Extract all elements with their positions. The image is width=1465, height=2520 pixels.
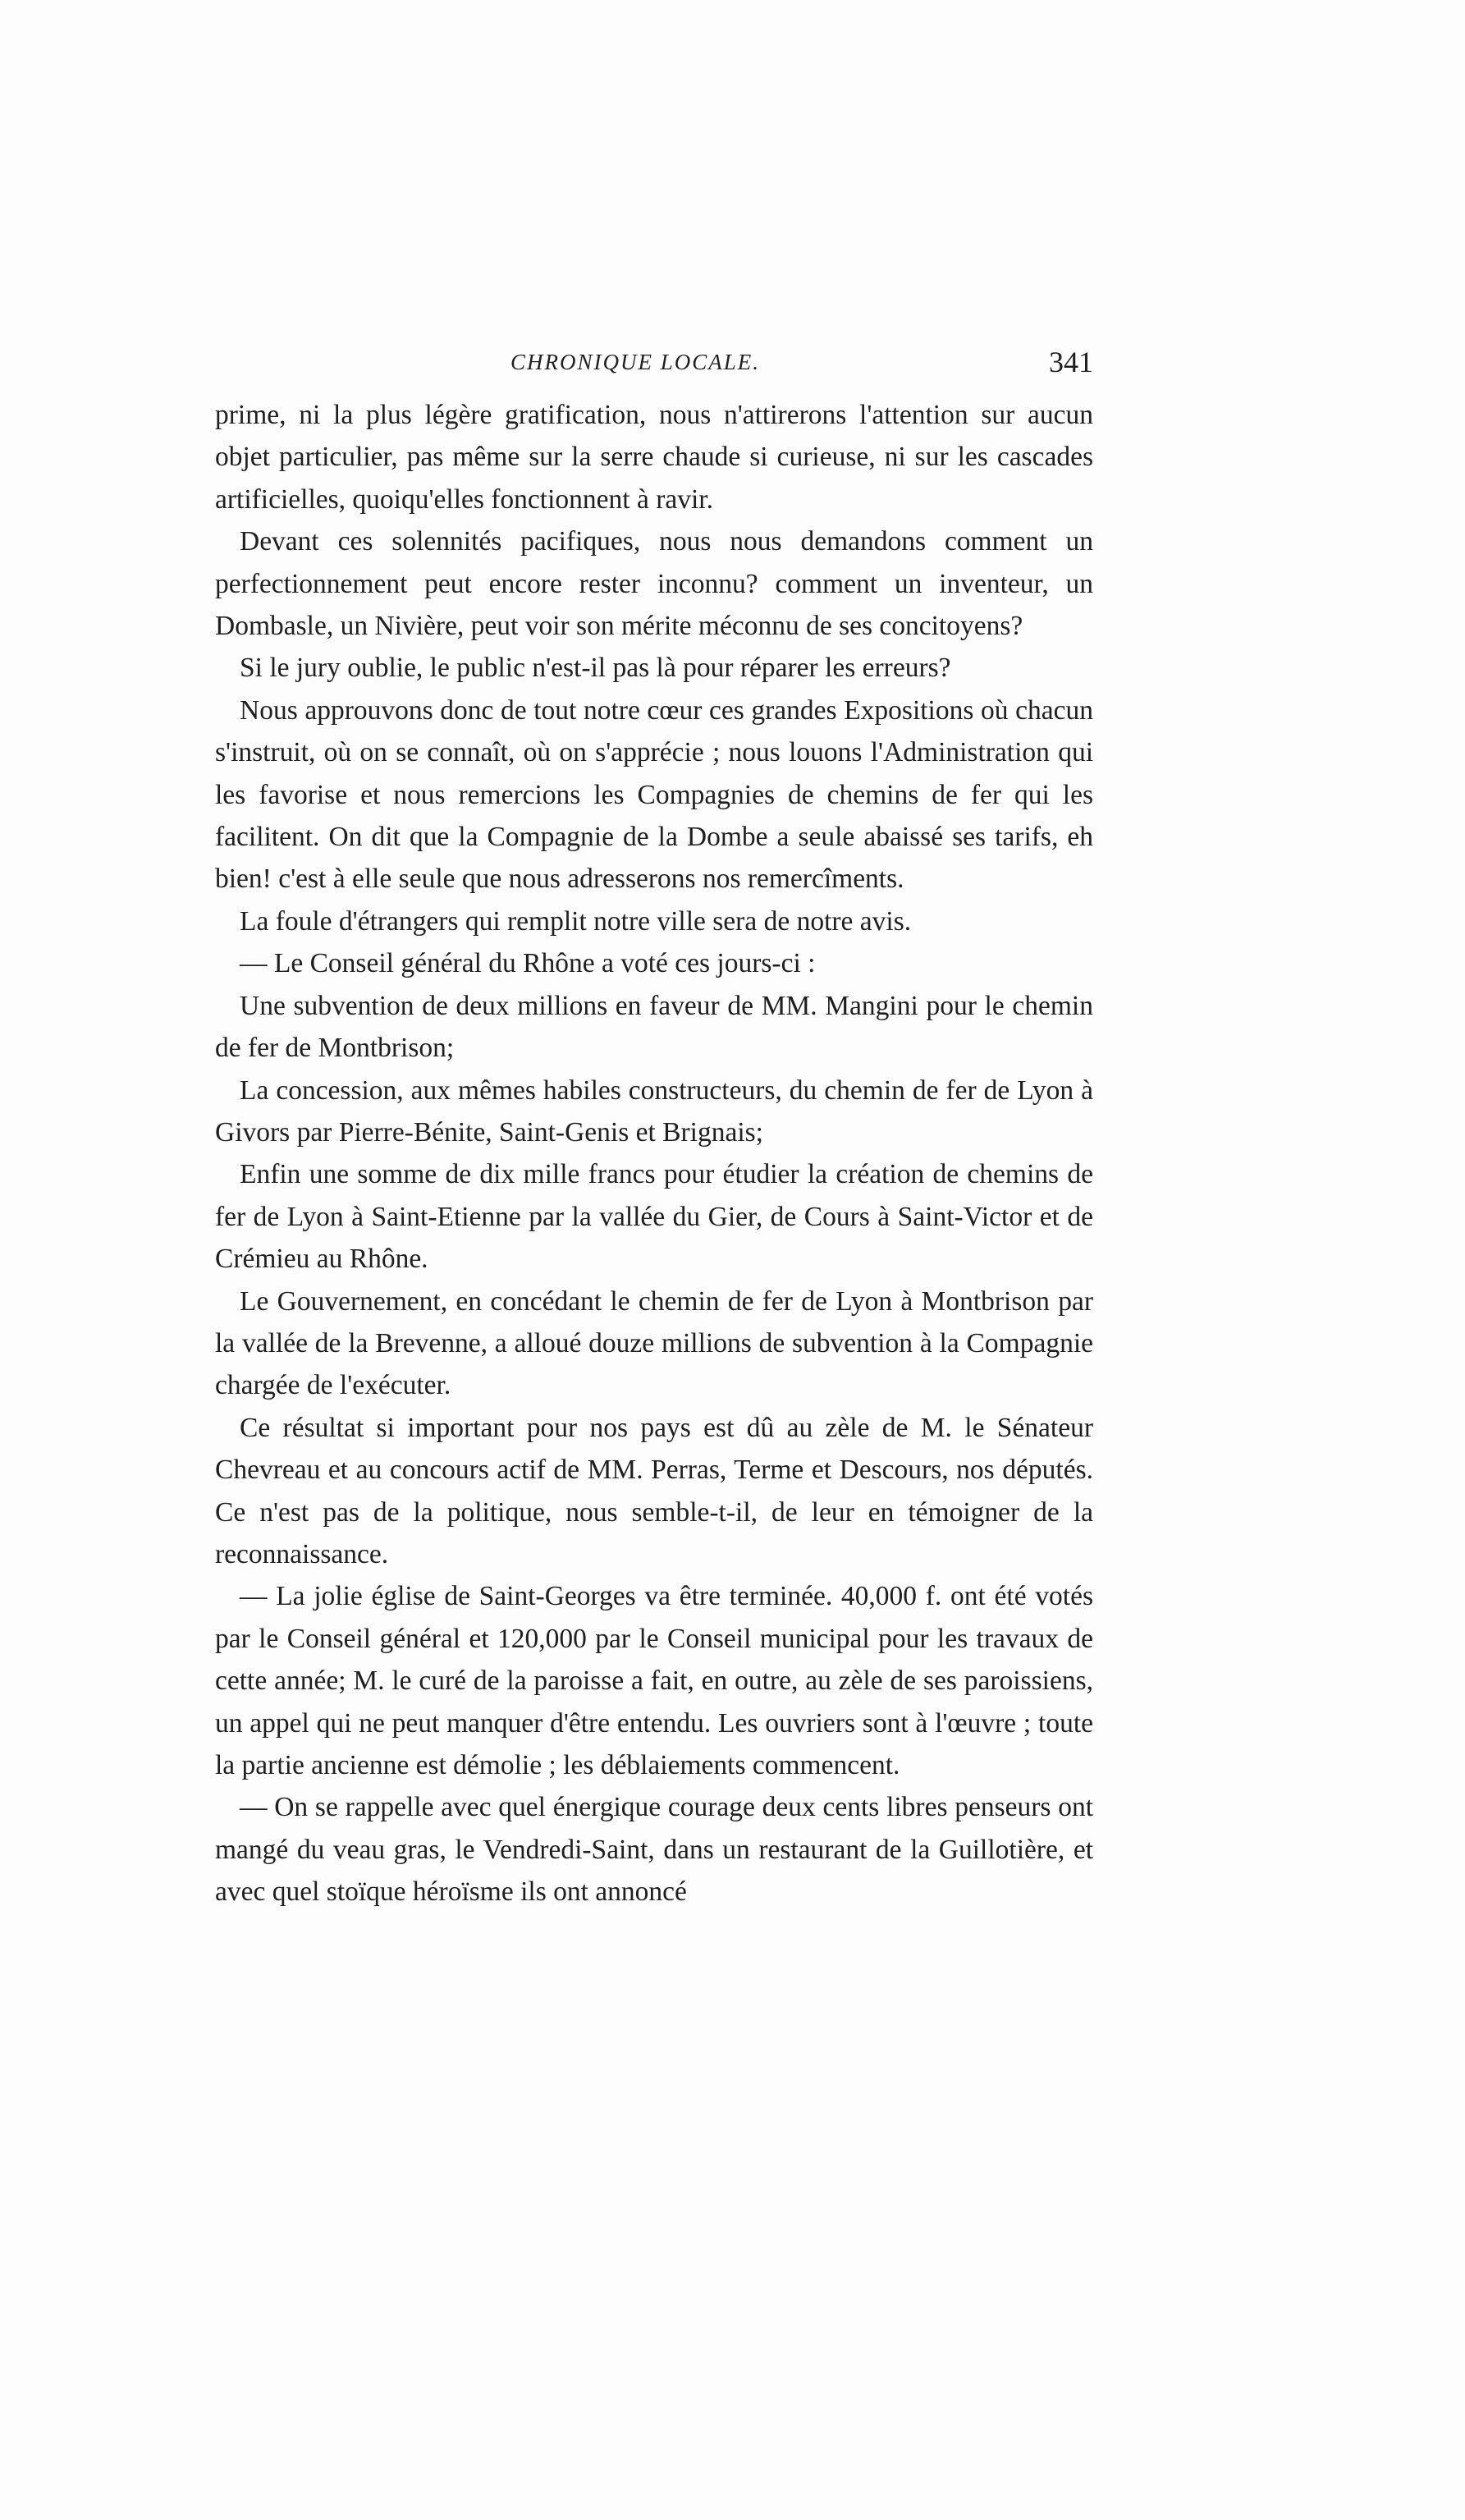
paragraph-11: Ce résultat si important pour nos pays est dû au zèle de M. le Sénateur Chevreau et au concours actif de MM. Perras, Terme et Descours, nos députés. Ce n'est pas de la politique, nous semble-t-il, de leur en témoigner de la reconnaissance.: [215, 1412, 1093, 1569]
paragraph-10: Le Gouvernement, en concédant le chemin de fer de Lyon à Montbrison par la vallée de la Brevenne, a alloué douze millions de subvention à la Compagnie chargée de l'exécuter.: [215, 1285, 1093, 1401]
paragraph-1: prime, ni la plus légère gratification, nous n'attirerons l'attention sur aucun objet particulier, pas même sur la serre chaude si curieuse, ni sur les cascades artificielles, quoiqu'elles fonctionnent à ravir.: [215, 400, 1093, 515]
running-title: CHRONIQUE LOCALE.: [510, 350, 761, 374]
running-header: [215, 345, 1093, 386]
paragraph-12: — La jolie église de Saint-Georges va être terminée. 40,000 f. ont été votés par le Conseil général et 120,000 par le Conseil municipal pour les travaux de cette année; M. le curé de la paroisse a fait, en outre, au zèle de ses paroissiens, un appel qui ne peut manquer d'être entendu. Les ouvriers sont à l'œuvre ; toute la partie ancienne est démolie ; les déblaiements commencent.: [215, 1581, 1093, 1780]
paragraph-8: La concession, aux mêmes habiles constructeurs, du chemin de fer de Lyon à Givors par Pierre-Bénite, Saint-Genis et Brignais;: [215, 1074, 1093, 1148]
paragraph-2: Devant ces solennités pacifiques, nous nous demandons comment un perfectionnement peut encore rester inconnu? comment un inventeur, un Dombasle, un Nivière, peut voir son mérite méconnu de ses concitoyens?: [215, 526, 1093, 642]
paragraph-3: Si le jury oublie, le public n'est-il pas là pour réparer les erreurs?: [240, 653, 951, 684]
page-number: 341: [1049, 346, 1093, 378]
body-text: [215, 394, 1093, 1913]
paragraph-6: — Le Conseil général du Rhône a voté ces jours-ci :: [240, 948, 816, 979]
paragraph-9: Enfin une somme de dix mille francs pour étudier la création de chemins de fer de Lyon à Saint-Etienne par la vallée du Gier, de Cours à Saint-Victor et de Crémieu au Rhône.: [215, 1159, 1093, 1275]
paragraph-5: La foule d'étrangers qui remplit notre ville sera de notre avis.: [240, 905, 912, 937]
paragraph-4: Nous approuvons donc de tout notre cœur ces grandes Expositions où chacun s'instruit, où on se connaît, où on s'apprécie ; nous louons l'Administration qui les favorise et nous remercions les Compagnies de chemins de fer qui les facilitent. On dit que la Compagnie de la Dombe a seule abaissé ses tarifs, eh bien! c'est à elle seule que nous adresserons nos remercîments.: [215, 694, 1093, 895]
paragraph-7: Une subvention de deux millions en faveur de MM. Mangini pour le chemin de fer de Montbrison;: [215, 990, 1093, 1064]
paragraph-13: — On se rappelle avec quel énergique courage deux cents libres penseurs ont mangé du veau gras, le Vendredi-Saint, dans un restaurant de la Guillotière, et avec quel stoïque héroïsme ils ont annoncé: [215, 1792, 1093, 1908]
